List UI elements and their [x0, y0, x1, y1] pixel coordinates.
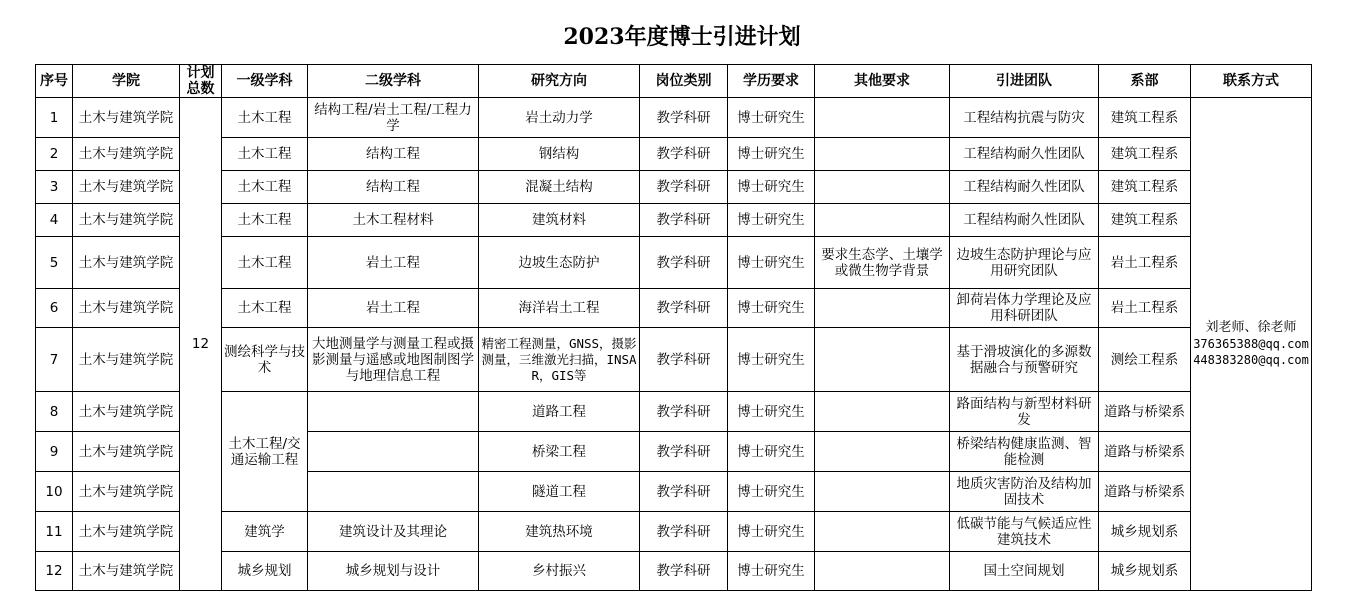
cell-no: 7 — [36, 328, 73, 392]
cell-college: 土木与建筑学院 — [73, 552, 180, 591]
cell-other — [815, 472, 950, 512]
cell-level2: 大地测量学与测量工程或摄影测量与遥感或地图制图学与地理信息工程 — [308, 328, 479, 392]
table-row — [36, 289, 1312, 328]
header-team: 引进团队 — [950, 65, 1099, 98]
cell-total-count: 12 — [180, 98, 222, 591]
cell-dept: 建筑工程系 — [1099, 204, 1191, 237]
header-position: 岗位类别 — [640, 65, 728, 98]
table-row — [36, 98, 1312, 138]
cell-level1: 测绘科学与技术 — [222, 328, 308, 392]
cell-other — [815, 392, 950, 432]
document-title: 2023年度博士引进计划 — [563, 24, 801, 50]
cell-degree: 博士研究生 — [728, 552, 815, 591]
cell-team: 工程结构耐久性团队 — [950, 204, 1099, 237]
cell-direction: 建筑热环境 — [479, 512, 640, 552]
cell-college: 土木与建筑学院 — [73, 328, 180, 392]
table-row — [36, 552, 1312, 591]
header-contact: 联系方式 — [1191, 65, 1312, 98]
cell-degree: 博士研究生 — [728, 328, 815, 392]
cell-team: 工程结构耐久性团队 — [950, 171, 1099, 204]
recruitment-plan-table — [35, 64, 1312, 591]
table-row — [36, 512, 1312, 552]
cell-other — [815, 171, 950, 204]
cell-dept: 岩土工程系 — [1099, 289, 1191, 328]
cell-degree: 博士研究生 — [728, 289, 815, 328]
cell-degree: 博士研究生 — [728, 98, 815, 138]
cell-direction: 乡村振兴 — [479, 552, 640, 591]
cell-college: 土木与建筑学院 — [73, 392, 180, 432]
cell-direction: 边坡生态防护 — [479, 237, 640, 289]
header-row — [36, 65, 1312, 98]
cell-other — [815, 98, 950, 138]
header-degree: 学历要求 — [728, 65, 815, 98]
cell-college: 土木与建筑学院 — [73, 171, 180, 204]
cell-direction: 岩土动力学 — [479, 98, 640, 138]
cell-college: 土木与建筑学院 — [73, 472, 180, 512]
cell-dept: 建筑工程系 — [1099, 98, 1191, 138]
cell-team: 国土空间规划 — [950, 552, 1099, 591]
header-level1: 一级学科 — [222, 65, 308, 98]
header-dept: 系部 — [1099, 65, 1191, 98]
cell-college: 土木与建筑学院 — [73, 512, 180, 552]
cell-team: 卸荷岩体力学理论及应用科研团队 — [950, 289, 1099, 328]
header-level2: 二级学科 — [308, 65, 479, 98]
cell-degree: 博士研究生 — [728, 432, 815, 472]
cell-team: 地质灾害防治及结构加固技术 — [950, 472, 1099, 512]
cell-dept: 岩土工程系 — [1099, 237, 1191, 289]
cell-level1: 土木工程 — [222, 204, 308, 237]
cell-level2: 土木工程材料 — [308, 204, 479, 237]
cell-college: 土木与建筑学院 — [73, 204, 180, 237]
cell-direction: 精密工程测量，GNSS，摄影测量，三维激光扫描，INSAR，GIS等 — [479, 328, 640, 392]
cell-other — [815, 328, 950, 392]
cell-level1: 城乡规划 — [222, 552, 308, 591]
table-row — [36, 138, 1312, 171]
cell-college: 土木与建筑学院 — [73, 432, 180, 472]
cell-level1-merged: 土木工程/交通运输工程 — [222, 392, 308, 512]
cell-team: 边坡生态防护理论与应用研究团队 — [950, 237, 1099, 289]
cell-dept: 建筑工程系 — [1099, 138, 1191, 171]
cell-team: 路面结构与新型材料研发 — [950, 392, 1099, 432]
cell-other — [815, 204, 950, 237]
cell-team: 基于滑坡演化的多源数据融合与预警研究 — [950, 328, 1099, 392]
cell-level1: 建筑学 — [222, 512, 308, 552]
cell-position: 教学科研 — [640, 392, 728, 432]
cell-level2 — [308, 472, 479, 512]
cell-level2: 结构工程 — [308, 138, 479, 171]
cell-no: 8 — [36, 392, 73, 432]
cell-degree: 博士研究生 — [728, 392, 815, 432]
cell-level2: 岩土工程 — [308, 289, 479, 328]
table-row — [36, 204, 1312, 237]
cell-college: 土木与建筑学院 — [73, 138, 180, 171]
header-other: 其他要求 — [815, 65, 950, 98]
cell-no: 2 — [36, 138, 73, 171]
cell-level2: 建筑设计及其理论 — [308, 512, 479, 552]
table-row — [36, 328, 1312, 392]
cell-no: 5 — [36, 237, 73, 289]
cell-position: 教学科研 — [640, 289, 728, 328]
cell-team: 桥梁结构健康监测、智能检测 — [950, 432, 1099, 472]
table-row — [36, 392, 1312, 432]
cell-dept: 道路与桥梁系 — [1099, 432, 1191, 472]
cell-position: 教学科研 — [640, 204, 728, 237]
cell-level1: 土木工程 — [222, 98, 308, 138]
cell-team: 低碳节能与气候适应性建筑技术 — [950, 512, 1099, 552]
cell-level1: 土木工程 — [222, 171, 308, 204]
contact-email: 376365388@qq.com — [1193, 337, 1309, 351]
cell-no: 10 — [36, 472, 73, 512]
cell-no: 3 — [36, 171, 73, 204]
cell-level1: 土木工程 — [222, 289, 308, 328]
cell-team: 工程结构耐久性团队 — [950, 138, 1099, 171]
table-row — [36, 171, 1312, 204]
cell-contact — [1191, 98, 1312, 591]
cell-position: 教学科研 — [640, 328, 728, 392]
cell-level2: 城乡规划与设计 — [308, 552, 479, 591]
cell-dept: 道路与桥梁系 — [1099, 472, 1191, 512]
contact-teachers: 刘老师、徐老师 — [1205, 320, 1297, 335]
cell-other — [815, 432, 950, 472]
cell-degree: 博士研究生 — [728, 171, 815, 204]
cell-direction: 海洋岩土工程 — [479, 289, 640, 328]
cell-position: 教学科研 — [640, 512, 728, 552]
cell-no: 12 — [36, 552, 73, 591]
header-count: 计划总数 — [180, 65, 222, 98]
cell-direction: 道路工程 — [479, 392, 640, 432]
cell-level1: 土木工程 — [222, 138, 308, 171]
cell-position: 教学科研 — [640, 472, 728, 512]
cell-no: 1 — [36, 98, 73, 138]
header-college: 学院 — [73, 65, 180, 98]
cell-team: 工程结构抗震与防灾 — [950, 98, 1099, 138]
cell-dept: 测绘工程系 — [1099, 328, 1191, 392]
cell-other — [815, 552, 950, 591]
cell-level2: 结构工程 — [308, 171, 479, 204]
cell-level2: 结构工程/岩土工程/工程力学 — [308, 98, 479, 138]
cell-other: 要求生态学、土壤学或微生物学背景 — [815, 237, 950, 289]
cell-no: 4 — [36, 204, 73, 237]
cell-position: 教学科研 — [640, 552, 728, 591]
cell-degree: 博士研究生 — [728, 204, 815, 237]
contact-email: 448383280@qq.com — [1193, 353, 1309, 367]
cell-direction: 桥梁工程 — [479, 432, 640, 472]
cell-level2 — [308, 432, 479, 472]
cell-level1: 土木工程 — [222, 237, 308, 289]
cell-position: 教学科研 — [640, 138, 728, 171]
cell-dept: 城乡规划系 — [1099, 552, 1191, 591]
cell-direction: 混凝土结构 — [479, 171, 640, 204]
cell-position: 教学科研 — [640, 171, 728, 204]
cell-degree: 博士研究生 — [728, 512, 815, 552]
cell-direction: 隧道工程 — [479, 472, 640, 512]
cell-dept: 道路与桥梁系 — [1099, 392, 1191, 432]
cell-other — [815, 289, 950, 328]
cell-college: 土木与建筑学院 — [73, 237, 180, 289]
cell-no: 6 — [36, 289, 73, 328]
table-row — [36, 237, 1312, 289]
cell-no: 11 — [36, 512, 73, 552]
cell-position: 教学科研 — [640, 432, 728, 472]
cell-college: 土木与建筑学院 — [73, 289, 180, 328]
header-direction: 研究方向 — [479, 65, 640, 98]
cell-degree: 博士研究生 — [728, 472, 815, 512]
cell-degree: 博士研究生 — [728, 138, 815, 171]
header-no: 序号 — [36, 65, 73, 98]
cell-degree: 博士研究生 — [728, 237, 815, 289]
cell-no: 9 — [36, 432, 73, 472]
cell-college: 土木与建筑学院 — [73, 98, 180, 138]
cell-dept: 城乡规划系 — [1099, 512, 1191, 552]
cell-position: 教学科研 — [640, 237, 728, 289]
cell-dept: 建筑工程系 — [1099, 171, 1191, 204]
cell-other — [815, 138, 950, 171]
cell-direction: 钢结构 — [479, 138, 640, 171]
cell-position: 教学科研 — [640, 98, 728, 138]
cell-level2: 岩土工程 — [308, 237, 479, 289]
cell-level2 — [308, 392, 479, 432]
cell-direction: 建筑材料 — [479, 204, 640, 237]
cell-other — [815, 512, 950, 552]
